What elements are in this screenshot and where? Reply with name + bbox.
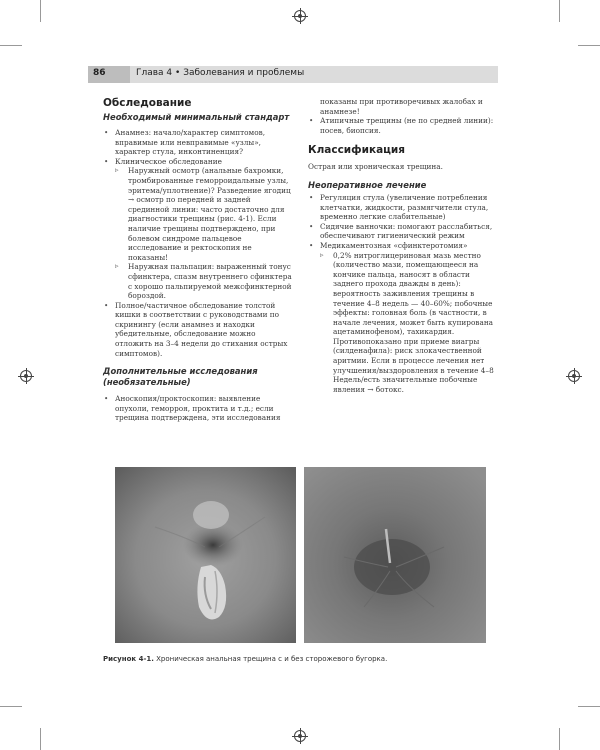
registration-mark-left bbox=[20, 370, 32, 382]
list-item-label: Медикаментозная «сфинктеротомия» bbox=[320, 240, 468, 250]
subheading-extra-tests: Дополнительные исследования (необязательные) bbox=[103, 366, 258, 388]
list-item bbox=[308, 241, 500, 395]
list-item: • Регуляция стула (увеличение потребления клетчатки, жидкости, размягчители стула, временно легкие слабительные) bbox=[308, 193, 500, 222]
crop-mark bbox=[40, 0, 41, 22]
crop-mark bbox=[0, 706, 22, 707]
left-column bbox=[103, 97, 293, 423]
list-item bbox=[103, 157, 293, 301]
registration-mark-bottom bbox=[294, 730, 306, 742]
section-heading-exam: Обследование bbox=[103, 97, 192, 109]
crop-mark bbox=[578, 706, 600, 707]
list-item: • Атипичные трещины (не по средней линии): посев, биопсия. bbox=[308, 116, 500, 135]
crop-mark bbox=[559, 0, 560, 22]
registration-mark-top bbox=[294, 10, 306, 22]
list-item: • Аноскопия/проктоскопия: выявление опухоли, геморроя, проктита и т.д.; если трещина подтверждена, эти исследования bbox=[103, 394, 293, 423]
figure-photo-left bbox=[115, 467, 296, 643]
page-number: 86 bbox=[93, 68, 106, 78]
list-item: • Полное/частичное обследование толстой кишки в соответствии с руководствами по скринингу (если анамнез и находки убедительные, обследование можно отложить на 3–4 недели до стихания острых симптомов). bbox=[103, 301, 293, 359]
list-item-label: Клиническое обследование bbox=[115, 156, 222, 166]
crop-mark bbox=[578, 45, 600, 46]
right-column bbox=[308, 97, 500, 394]
photo-fissure-with-tag bbox=[115, 467, 296, 643]
figure-photo-right bbox=[304, 467, 486, 643]
crop-mark bbox=[559, 728, 560, 750]
subheading-nonoperative: Неоперативное лечение bbox=[308, 179, 427, 190]
figure-label: Рисунок 4-1. bbox=[103, 655, 154, 663]
photo-fissure-without-tag bbox=[304, 467, 486, 643]
list-item: • Анамнез: начало/характер симптомов, вправимые или невправимые «узлы», характер стула, инконтиненция? bbox=[103, 128, 293, 157]
subheading-min-standard: Необходимый минимальный стандарт bbox=[103, 112, 290, 122]
sub-list-item: ▹ 0,2% нитроглицериновая мазь местно (количество мази, помещающееся на кончике пальца, наносят в области заднего прохода дважды в день): вероятность заживления трещины в течение 4–8 недель — 40–60%; побочные эффекты: головная боль (в частности, в начале лечения, может быть купирована ацетаминофеном), тахикардия. Противопоказано при приеме виагры (силденафила): риск злокачественной аритмии. Если в процессе лечения нет улучшения/выздоровления в течение 4–8 Недель/есть значительные побочные явления → ботокс. bbox=[320, 251, 500, 395]
registration-mark-right bbox=[568, 370, 580, 382]
sub-list-item: ▹ Наружный осмотр (анальные бахромки, тромбированные геморроидальные узлы, эритема/уплотнение)? Разведение ягодиц → осмотр по передней и задней срединной линии: часто достаточно для диагностики трещины (рис. 4-1). Если наличие трещины подтверждено, при болевом синдроме пальцевое исследование и ректоскопия не показаны! bbox=[115, 166, 293, 262]
list-item: • Сидячие ванночки: помогают расслабиться, обеспечивают гигиенический режим bbox=[308, 222, 500, 241]
figure-caption bbox=[103, 655, 387, 663]
crop-mark bbox=[40, 728, 41, 750]
continued-text: показаны при противоречивых жалобах и анамнезе! bbox=[320, 97, 483, 116]
crop-mark bbox=[0, 45, 22, 46]
sub-list-item: ▹ Наружная пальпация: выраженный тонус сфинктера, спазм внутреннего сфинктера с хорошо пальпируемой межсфинктерной бороздой. bbox=[115, 262, 293, 300]
figure-caption-text: Хроническая анальная трещина с и без сторожевого бугорка. bbox=[156, 655, 388, 663]
section-heading-classification: Классификация bbox=[308, 144, 406, 157]
chapter-title: Глава 4 • Заболевания и проблемы bbox=[136, 68, 305, 78]
classification-text: Острая или хроническая трещина. bbox=[308, 162, 443, 172]
